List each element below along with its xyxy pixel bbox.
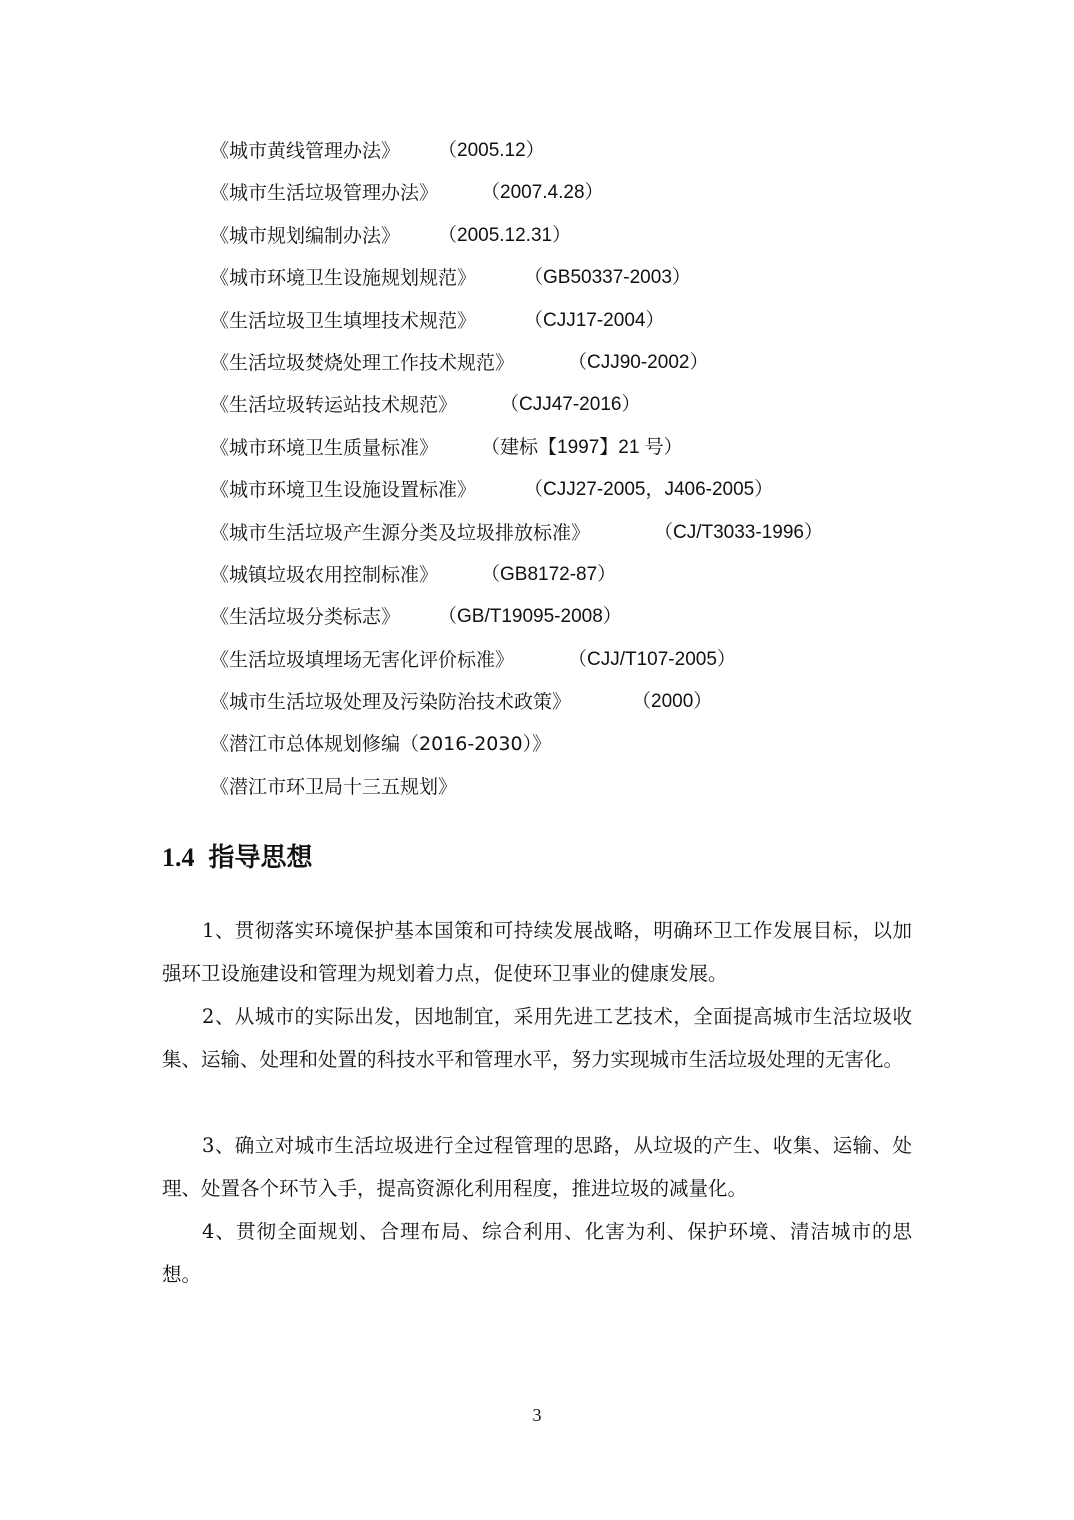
reference-title: 《潜江市总体规划修编（2016-2030）》 [210, 733, 552, 756]
reference-title: 《城市规划编制办法》 [210, 224, 401, 247]
reference-code: （建标【1997】21 号） [481, 436, 683, 458]
reference-code: （CJJ47-2016） [500, 394, 641, 416]
reference-title: 《城市环境卫生设施设置标准》 [210, 479, 477, 502]
guideline-paragraph: 1、贯彻落实环境保护基本国策和可持续发展战略，明确环卫工作发展目标，以加强环卫设施建设和管理为规划着力点，促使环卫事业的健康发展。 [162, 919, 912, 985]
reference-title: 《城市黄线管理办法》 [210, 140, 401, 162]
reference-code: （2005.12） [438, 140, 545, 161]
reference-item [0, 554, 1074, 596]
reference-code: （GB/T19095-2008） [438, 606, 622, 628]
reference-code: （CJJ17-2004） [524, 309, 665, 331]
reference-item [0, 342, 1074, 384]
reference-item [0, 300, 1074, 342]
reference-list [0, 130, 1074, 808]
reference-item [0, 257, 1074, 299]
reference-item [0, 723, 1074, 765]
reference-code: （CJ/T3033-1996） [654, 521, 823, 543]
reference-code: （GB50337-2003） [524, 267, 691, 289]
reference-code: （CJJ27-2005，J406-2005） [524, 479, 774, 501]
reference-code: （GB8172-87） [481, 563, 617, 585]
reference-item [0, 469, 1074, 511]
reference-title: 《生活垃圾填埋场无害化评价标准》 [210, 648, 515, 671]
reference-title: 《生活垃圾焚烧处理工作技术规范》 [210, 351, 515, 374]
reference-item [0, 130, 1074, 172]
page-number: 3 [532, 1405, 542, 1425]
reference-item [0, 681, 1074, 723]
reference-title: 《城市生活垃圾产生源分类及垃圾排放标准》 [210, 521, 591, 544]
guideline-paragraph: 3、确立对城市生活垃圾进行全过程管理的思路，从垃圾的产生、收集、运输、处理、处置各个环节入手，提高资源化利用程度，推进垃圾的减量化。 [162, 1134, 912, 1200]
reference-title: 《城市生活垃圾处理及污染防治技术政策》 [210, 691, 572, 714]
guideline-paragraph: 4、贯彻全面规划、合理布局、综合利用、化害为利、保护环境、清洁城市的思想。 [162, 1220, 912, 1286]
section-title: 指导思想 [208, 843, 313, 873]
reference-code: （2007.4.28） [481, 182, 604, 204]
reference-code: （2005.12.31） [438, 224, 572, 246]
reference-item [0, 384, 1074, 426]
reference-title: 《生活垃圾分类标志》 [210, 606, 401, 629]
reference-title: 《生活垃圾卫生填埋技术规范》 [210, 309, 477, 332]
reference-code: （2000） [632, 691, 713, 713]
reference-title: 《城镇垃圾农用控制标准》 [210, 563, 439, 586]
reference-title: 《城市环境卫生设施规划规范》 [210, 267, 477, 290]
reference-item [0, 596, 1074, 638]
reference-title: 《生活垃圾转运站技术规范》 [210, 394, 458, 417]
reference-item [0, 512, 1074, 554]
reference-item [0, 427, 1074, 469]
reference-title: 《城市环境卫生质量标准》 [210, 436, 439, 459]
guideline-paragraph: 2、从城市的实际出发，因地制宜，采用先进工艺技术，全面提高城市生活垃圾收集、运输、处理和处置的科技水平和管理水平，努力实现城市生活垃圾处理的无害化。 [162, 1005, 912, 1071]
reference-item [0, 766, 1074, 808]
section-number: 1.4 [162, 843, 195, 872]
reference-code: （CJJ90-2002） [568, 351, 709, 373]
reference-item [0, 172, 1074, 214]
section-heading [162, 838, 313, 878]
reference-title: 《潜江市环卫局十三五规划》 [210, 775, 458, 798]
reference-item [0, 215, 1074, 257]
reference-code: （CJJ/T107-2005） [568, 648, 736, 670]
reference-item [0, 639, 1074, 681]
reference-title: 《城市生活垃圾管理办法》 [210, 182, 439, 205]
